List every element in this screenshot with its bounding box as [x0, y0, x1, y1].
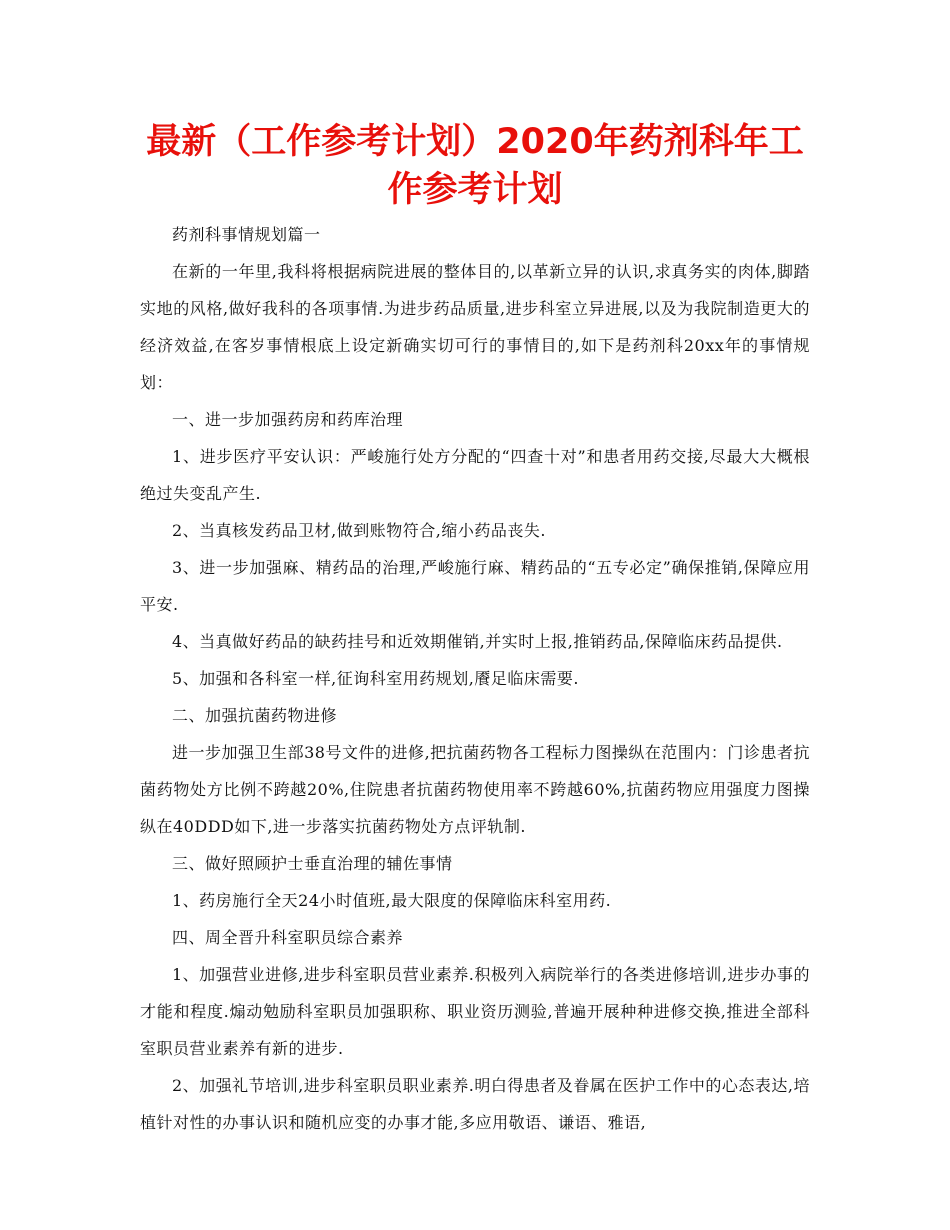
paragraph-item-1-5: 5、加强和各科室一样,征询科室用药规划,餍足临床需要. — [172, 669, 579, 688]
paragraph-item-4-1: 1、加强营业进修,进步科室职员营业素养.积极列入病院举行的各类进修培训,进步办事的才能和程度.煽动勉励科室职员加强职称、职业资历测验,普遍开展种种进修交换,推进全部科室职员营业素养有新的进步. — [140, 965, 810, 1058]
paragraph-heading-3: 三、做好照顾护士垂直治理的辅佐事情 — [172, 854, 453, 873]
paragraph-item-1-1: 1、进步医疗平安认识：严峻施行处方分配的“四查十对”和患者用药交接,尽最大大概根绝过失变乱产生. — [140, 447, 810, 503]
paragraph-heading-4: 四、周全晋升科室职员综合素养 — [172, 928, 404, 947]
paragraph-section-heading: 药剂科事情规划篇一 — [172, 225, 321, 244]
paragraph-item-3-1: 1、药房施行全天24小时值班,最大限度的保障临床科室用药. — [172, 891, 612, 910]
document-body — [140, 216, 810, 1141]
paragraph-intro: 在新的一年里,我科将根据病院进展的整体目的,以革新立异的认识,求真务实的肉体,脚踏实地的风格,做好我科的各项事情.为进步药品质量,进步科室立异进展,以及为我院制造更大的经济效益,在客岁事情根底上设定新确实切可行的事情目的,如下是药剂科20xx年的事情规划： — [140, 262, 810, 392]
paragraph-item-1-4: 4、当真做好药品的缺药挂号和近效期催销,并实时上报,推销药品,保障临床药品提供. — [172, 632, 783, 651]
paragraph-item-1-2: 2、当真核发药品卫材,做到账物符合,缩小药品丧失. — [172, 521, 546, 540]
paragraph-item-4-2: 2、加强礼节培训,进步科室职员职业素养.明白得患者及眷属在医护工作中的心态表达,培植针对性的办事认识和随机应变的办事才能,多应用敬语、谦语、雅语, — [140, 1076, 810, 1132]
paragraph-heading-2: 二、加强抗菌药物进修 — [172, 706, 338, 725]
paragraph-item-1-3: 3、进一步加强麻、精药品的治理,严峻施行麻、精药品的“五专必定”确保推销,保障应用平安. — [140, 558, 810, 614]
paragraph-heading-1: 一、进一步加强药房和药库治理 — [172, 410, 404, 429]
paragraph-item-2-1: 进一步加强卫生部38号文件的进修,把抗菌药物各工程标力图操纵在范围内：门诊患者抗菌药物处方比例不跨越20%,住院患者抗菌药物使用率不跨越60%,抗菌药物应用强度力图操纵在40DDD如下,进一步落实抗菌药物处方点评轨制. — [140, 743, 810, 836]
document-title: 最新（工作参考计划）2020年药剂科年工作参考计划 — [146, 122, 804, 210]
